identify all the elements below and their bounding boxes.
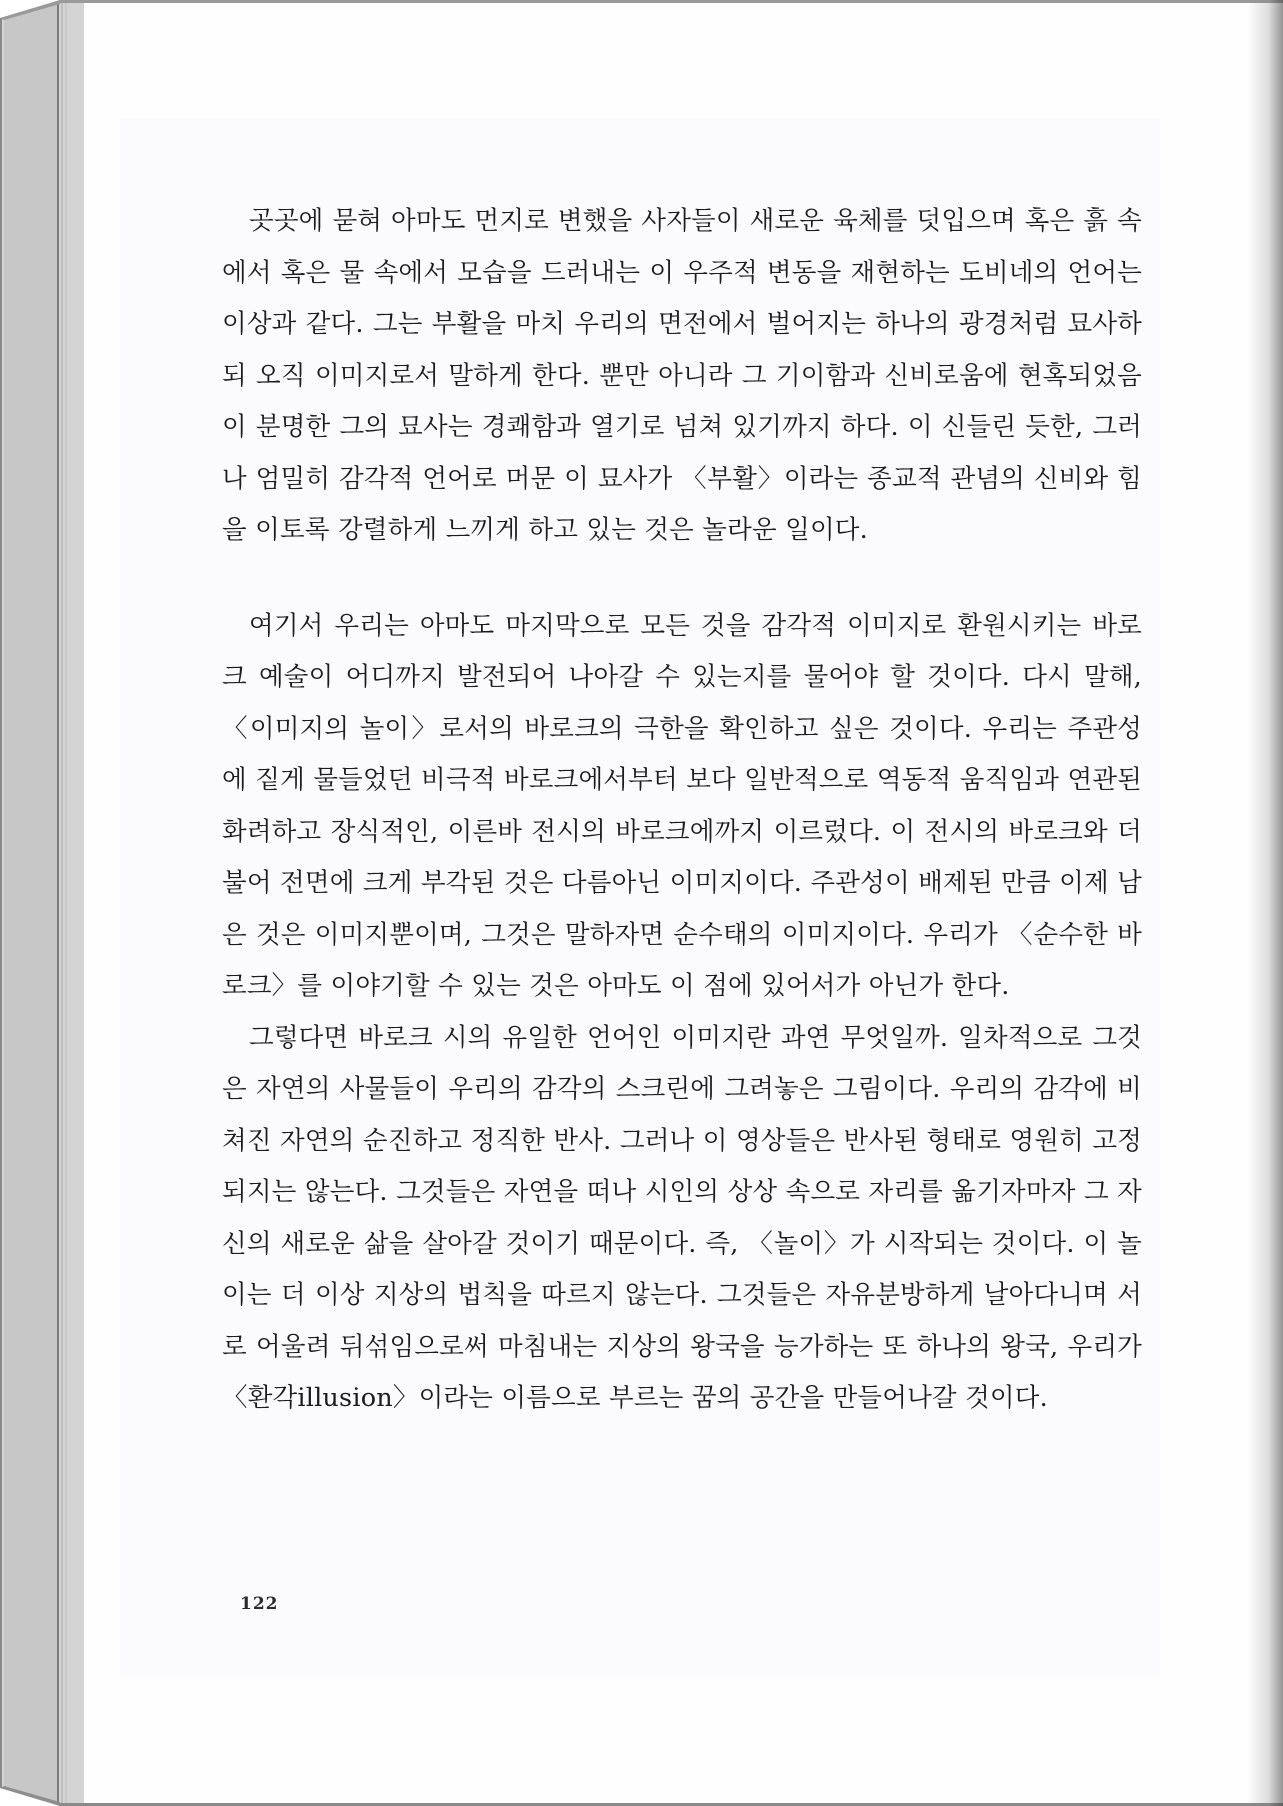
paragraph-1: 곳곳에 묻혀 아마도 먼지로 변했을 사자들이 새로운 육체를 덧입으며 혹은 흙 속에서 혹은 물 속에서 모습을 드러내는 이 우주적 변동을 재현하는 도비네의 언어는 이상과 같다. 그는 부활을 마치 우리의 면전에서 벌어지는 하나의 광경처럼 묘사하되 오직 이미지로서 말하게 한다. 뿐만 아니라 그 기이함과 신비로움에 현혹되었음이 분명한 그의 묘사는 경쾌함과 열기로 넘쳐 있기까지 하다. 이 신들린 듯한, 그러나 엄밀히 감각적 언어로 머문 이 묘사가 〈부활〉이라는 종교적 관념의 신비와 힘을 이토록 강렬하게 느끼게 하고 있는 것은 놀라운 일이다. (222, 206, 1142, 545)
paragraph-2: 여기서 우리는 아마도 마지막으로 모든 것을 감각적 이미지로 환원시키는 바로크 예술이 어디까지 발전되어 나아갈 수 있는지를 물어야 할 것이다. 다시 말해, 〈이미지의 놀이〉로서의 바로크의 극한을 확인하고 싶은 것이다. 우리는 주관성에 짙게 물들었던 비극적 바로크에서부터 보다 일반적으로 역동적 움직임과 연관된 화려하고 장식적인, 이른바 전시의 바로크에까지 이르렀다. 이 전시의 바로크와 더불어 전면에 크게 부각된 것은 다름아닌 이미지이다. 주관성이 배제된 만큼 이제 남은 것은 이미지뿐이며, 그것은 말하자면 순수태의 이미지이다. 우리가 〈순수한 바로크〉를 이야기할 수 있는 것은 아마도 이 점에 있어서가 아닌가 한다. (222, 610, 1142, 1001)
page-number: 122 (240, 1594, 279, 1614)
body-text (222, 196, 1142, 1425)
paragraph-3: 그렇다면 바로크 시의 유일한 언어인 이미지란 과연 무엇일까. 일차적으로 그것은 자연의 사물들이 우리의 감각의 스크린에 그려놓은 그림이다. 우리의 감각에 비쳐진 자연의 순진하고 정직한 반사. 그러나 이 영상들은 반사된 형태로 영원히 고정되지는 않는다. 그것들은 자연을 떠나 시인의 상상 속으로 자리를 옮기자마자 그 자신의 새로운 삶을 살아갈 것이기 때문이다. 즉, 〈놀이〉가 시작되는 것이다. 이 놀이는 더 이상 지상의 법칙을 따르지 않는다. 그것들은 자유분방하게 날아다니며 서로 어울려 뒤섞임으로써 마침내는 지상의 왕국을 능가하는 또 하나의 왕국, 우리가 〈환각illusion〉이라는 이름으로 부르는 꿈의 공간을 만들어나갈 것이다. (222, 1022, 1142, 1413)
book-spine (0, 0, 84, 1806)
page-right-shadow (1247, 0, 1283, 1806)
